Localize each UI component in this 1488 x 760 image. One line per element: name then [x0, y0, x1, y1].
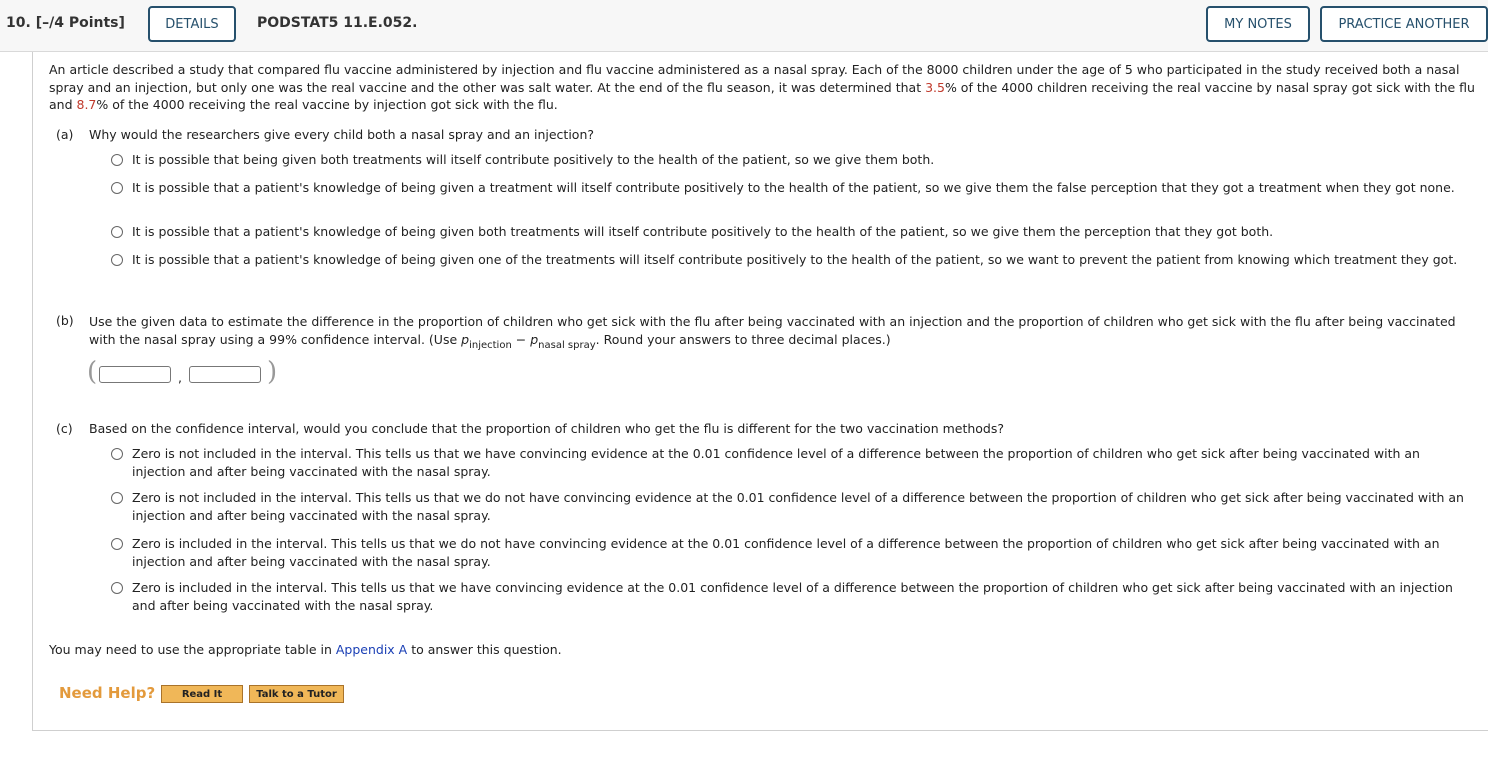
interval-close-paren: ) [267, 357, 278, 387]
part-a-option-1-radio[interactable] [111, 154, 123, 166]
part-c-option-1-radio[interactable] [111, 448, 123, 460]
part-a-option-1-text: It is possible that being given both treatments will itself contribute positively to the health of the patient, so we give them both. [132, 152, 935, 167]
part-a-option-3-text: It is possible that a patient's knowledge of being given both treatments will itself contribute positively to the health of the patient, so we give them the perception that they got both. [132, 224, 1274, 239]
part-a-option-4-radio[interactable] [111, 254, 123, 266]
interval-open-paren: ( [87, 357, 98, 387]
nasal-spray-percent: 3.5 [925, 79, 945, 95]
question-number [6, 15, 125, 31]
part-a-option-2-text: It is possible that a patient's knowledge of being given a treatment will itself contribute positively to the health of the patient, so we give them the false perception that they got a treatment when they got none. [132, 180, 1455, 195]
part-a-option-3-radio[interactable] [111, 226, 123, 238]
part-c-option-3-radio[interactable] [111, 538, 123, 550]
need-help-label: Need Help? [59, 684, 156, 702]
part-c-option-3-text: Zero is included in the interval. This tells us that we do not have convincing evidence at the 0.01 confidence level of a difference between the proportion of children who get sick after being vaccinated with an injection and after being vaccinated with the nasal spray. [132, 536, 1440, 569]
part-c-option-2-radio[interactable] [111, 492, 123, 504]
part-c-label: (c) [56, 421, 73, 436]
part-c-option-4-text: Zero is included in the interval. This tells us that we have convincing evidence at the 0.01 confidence level of a difference between the proportion of children who get sick after being vaccinated with an injection and after being vaccinated with the nasal spray. [132, 580, 1453, 613]
question-header [0, 0, 1488, 52]
question-code: PODSTAT5 11.E.052. [257, 15, 418, 31]
part-a-option-2-radio[interactable] [111, 182, 123, 194]
part-c-question: Based on the confidence interval, would you conclude that the proportion of children who get the flu is different for the two vaccination methods? [89, 421, 1005, 436]
part-c-option-2-text: Zero is not included in the interval. This tells us that we do not have convincing evidence at the 0.01 confidence level of a difference between the proportion of children who get sick after being vaccinated with an injection and after being vaccinated with the nasal spray. [132, 490, 1464, 523]
read-it-button[interactable]: Read It [161, 685, 243, 703]
injection-percent: 8.7 [76, 97, 97, 112]
details-button[interactable]: DETAILS [148, 6, 236, 42]
part-a-question: Why would the researchers give every child both a nasal spray and an injection? [89, 127, 594, 142]
part-c-option-4-radio[interactable] [111, 582, 123, 594]
points-label: [–/4 Points] [35, 15, 125, 31]
practice-another-button[interactable]: PRACTICE ANOTHER [1320, 6, 1488, 42]
question-number-text: 10. [6, 15, 31, 31]
intro-paragraph: An article described a study that compared flu vaccine administered by injection and flu vaccine administered as a nasal spray. Each of the 8000 children under the age of 5 who participated in the study received both a nasal spray and an injection, but only one was the real vaccine and the other was salt water. At the end of the flu season, it was determined that 3.5% of the 4000 children receiving the real vaccine by nasal spray got sick with the flu and 8.7% of the 4000 receiving the real vaccine by injection got sick with the flu. [49, 62, 1475, 112]
part-a-option-4-text: It is possible that a patient's knowledge of being given one of the treatments will itself contribute positively to the health of the patient, so we want to prevent the patient from knowing which treatment they got. [132, 252, 1458, 267]
talk-to-tutor-button[interactable]: Talk to a Tutor [249, 685, 344, 703]
part-c-option-1-text: Zero is not included in the interval. This tells us that we have convincing evidence at the 0.01 confidence level of a difference between the proportion of children who get sick after being vaccinated with an injection and after being vaccinated with the nasal spray. [132, 446, 1420, 479]
interval-lower-input[interactable] [99, 366, 171, 383]
my-notes-button[interactable]: MY NOTES [1206, 6, 1310, 42]
question-content [32, 52, 1488, 731]
interval-comma: , [178, 370, 182, 385]
part-b-question: Use the given data to estimate the difference in the proportion of children who get sick with the flu after being vaccinated with an injection and the proportion of children who get sick with the flu after being vaccinated with the nasal spray using a 99% confidence interval. (Use $p_{injection} - p_{nasal spray}$. Round your answers to three decimal places.) [89, 314, 1456, 351]
appendix-a-link[interactable]: Appendix A [335, 642, 408, 657]
part-b-label: (b) [56, 313, 74, 328]
part-a-label: (a) [56, 127, 74, 142]
appendix-note: You may need to use the appropriate table in Appendix A to answer this question. [49, 642, 562, 657]
interval-upper-input[interactable] [189, 366, 261, 383]
